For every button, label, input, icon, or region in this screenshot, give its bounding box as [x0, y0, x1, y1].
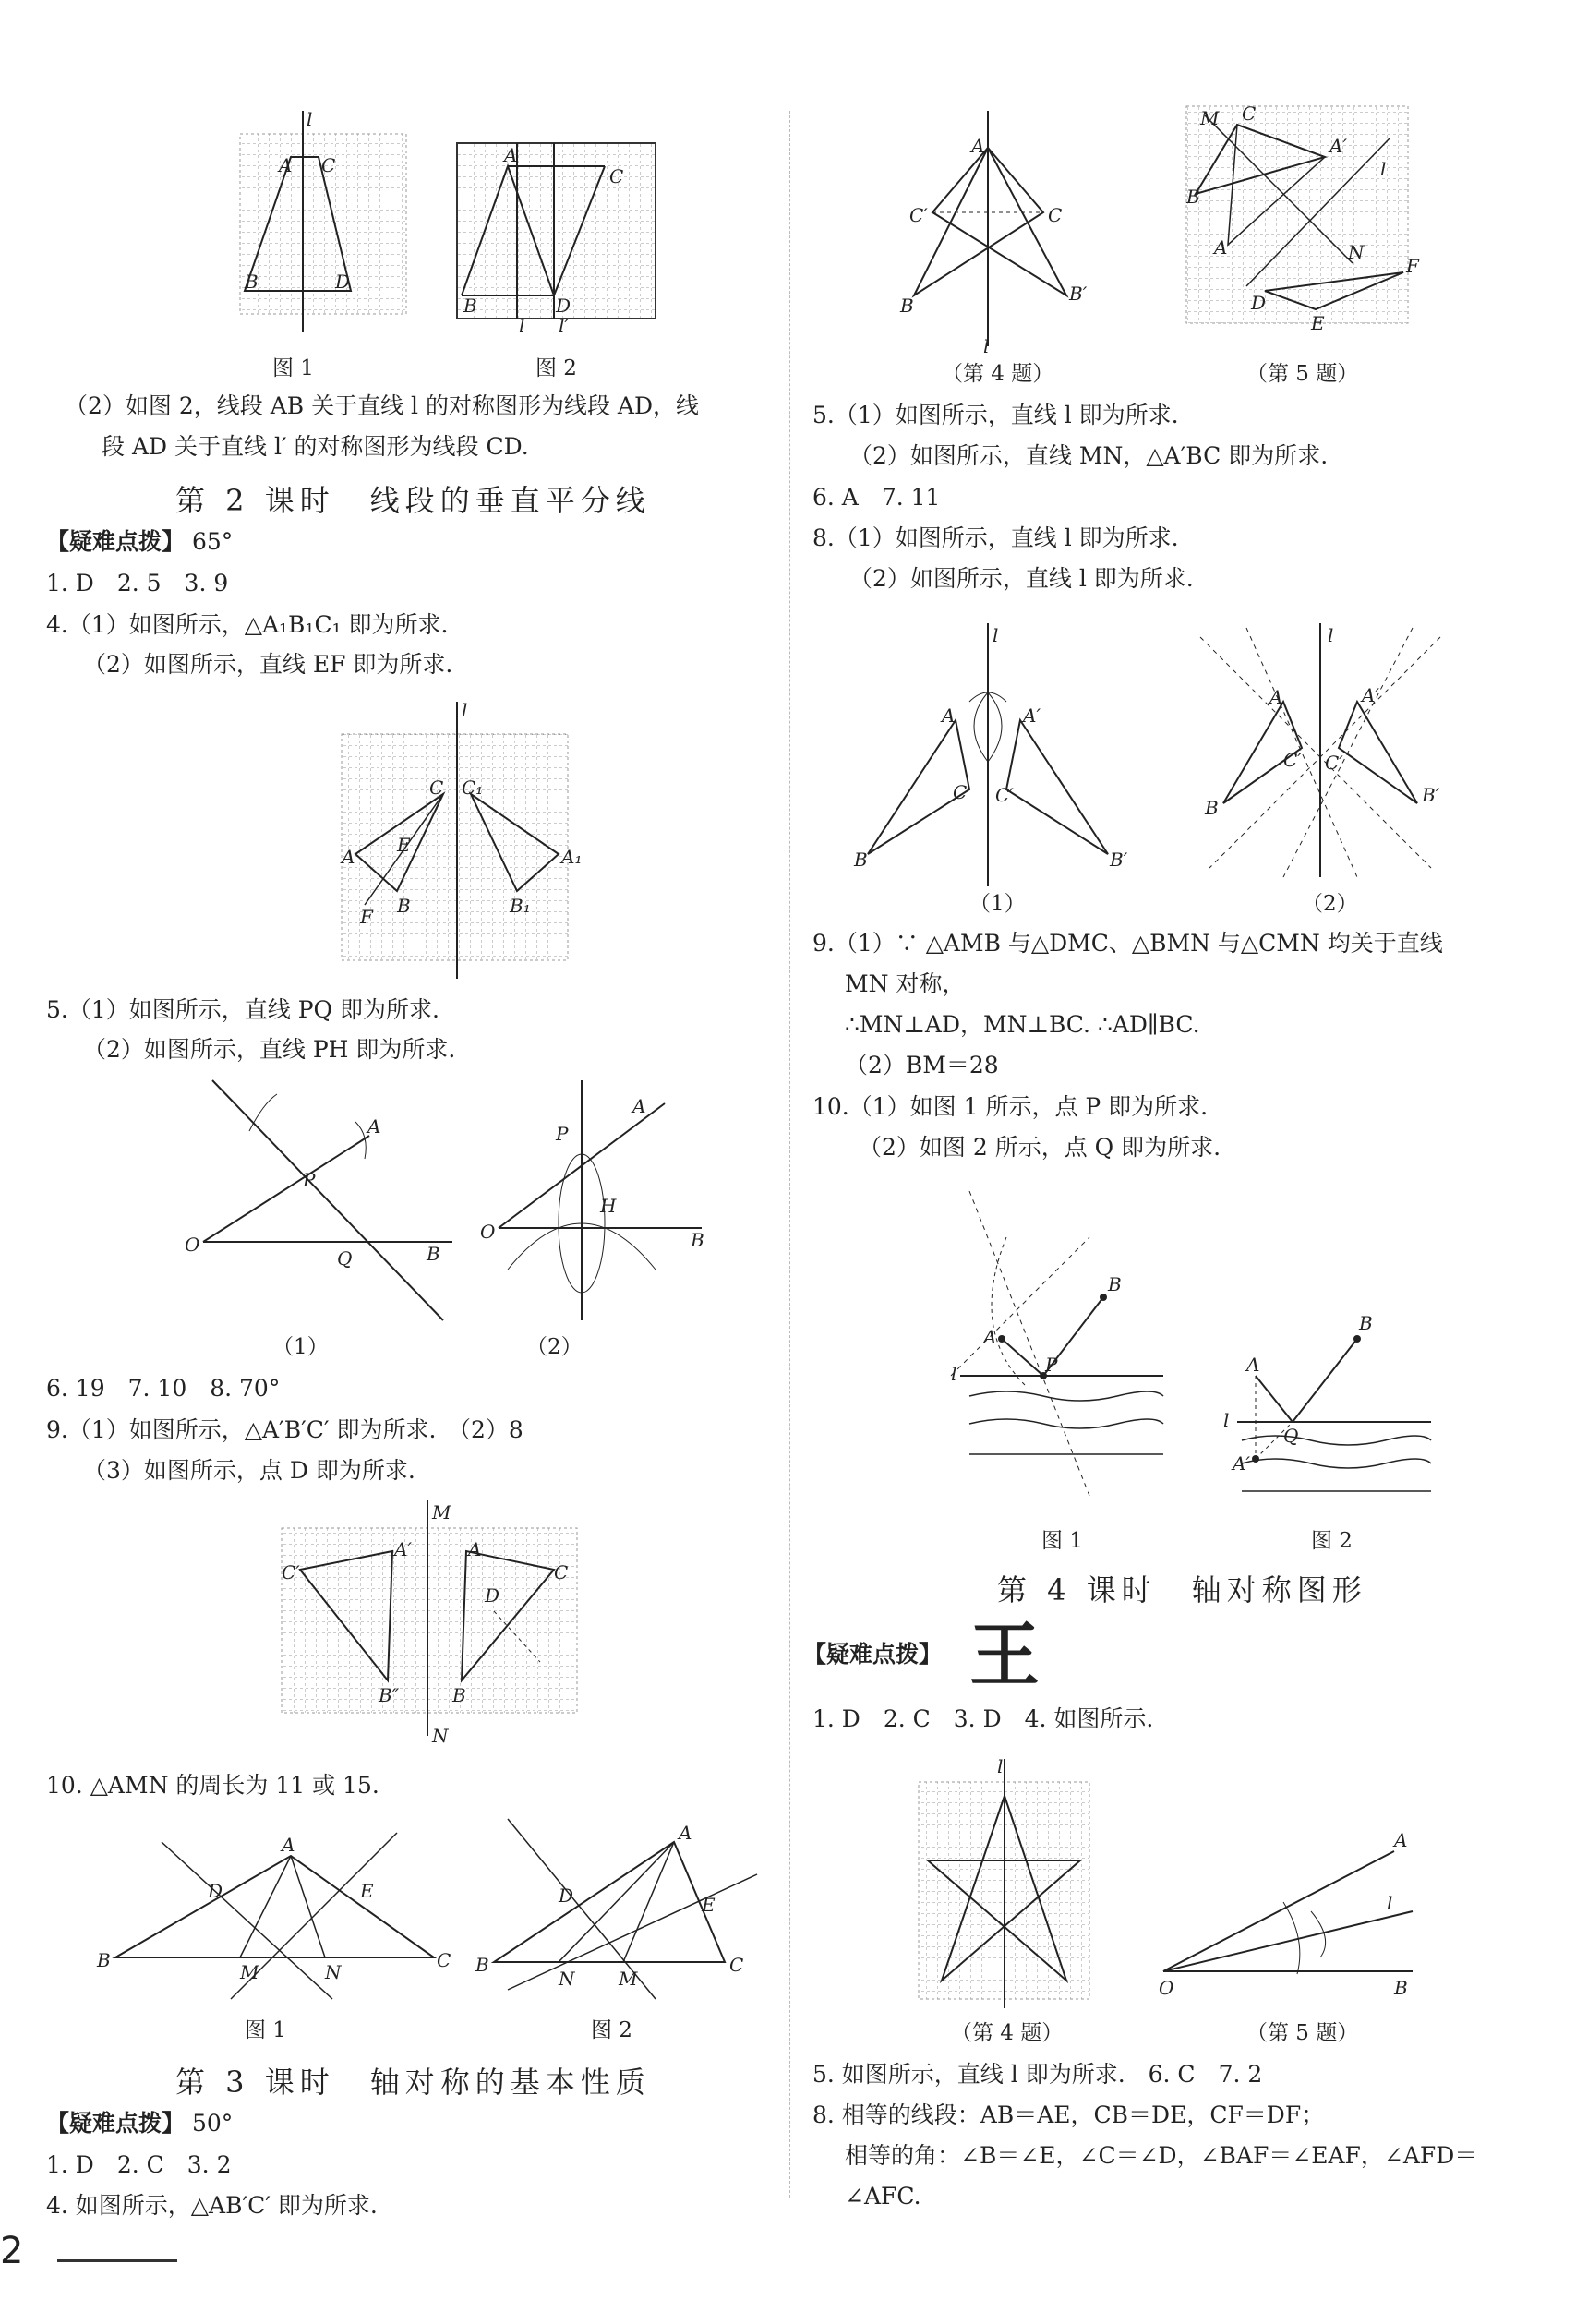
figure-q10-1-river — [951, 1182, 1173, 1505]
svg-text:N: N — [1348, 241, 1365, 263]
svg-text:C: C — [554, 1561, 569, 1583]
tip-label: 【疑难点拨】 — [803, 1641, 943, 1668]
svg-text:A: A — [504, 144, 518, 166]
svg-text:D: D — [208, 1880, 223, 1902]
svg-text:l′: l′ — [559, 315, 569, 337]
svg-text:B: B — [452, 1684, 466, 1706]
answer-text: 10. △AMN 的周长为 11 或 15. — [46, 1772, 379, 1799]
figure-q5-angle-bisector — [1145, 1810, 1431, 1999]
svg-text:B: B — [397, 895, 411, 917]
answer-text: 10.（1）如图 1 所示，点 P 即为所求. — [812, 1093, 1209, 1120]
figure-q10-1-triangle — [92, 1810, 480, 2008]
svg-text:C: C — [729, 1954, 744, 1976]
svg-text:l: l — [1328, 624, 1334, 646]
svg-text:A: A — [342, 846, 355, 868]
svg-text:B: B — [1394, 1977, 1408, 1999]
tip-line — [803, 1639, 942, 1670]
tip-value: 50° — [191, 2110, 234, 2137]
svg-text:A: A — [1214, 236, 1228, 259]
svg-text:C: C — [429, 777, 444, 799]
svg-text:P: P — [1045, 1354, 1058, 1376]
svg-text:C′: C′ — [995, 784, 1014, 806]
svg-text:C′: C′ — [909, 204, 928, 226]
answer-text: 6. A 7. 11 — [812, 484, 941, 511]
figure-q10-2-caption: 图 2 — [591, 2018, 632, 2042]
answer-text: （2）BM＝28 — [845, 1052, 999, 1078]
svg-text:D: D — [556, 295, 571, 317]
section-heading-lesson-4: 第 4 课时 轴对称图形 — [997, 1572, 1367, 1608]
svg-text:B: B — [1359, 1312, 1373, 1334]
svg-text:C′: C′ — [1325, 752, 1343, 774]
figure-q5-caption: （第 5 题） — [1246, 362, 1359, 386]
svg-text:E: E — [397, 834, 411, 856]
svg-text:C′: C′ — [282, 1561, 300, 1583]
answer-text: MN 对称， — [845, 970, 966, 997]
svg-text:D: D — [335, 271, 351, 293]
figure-q9-triangles-grid — [272, 1500, 632, 1750]
svg-text:A₁: A₁ — [561, 846, 583, 868]
svg-text:A: A — [971, 135, 985, 157]
svg-text:A′: A′ — [394, 1538, 412, 1560]
svg-text:E: E — [360, 1880, 374, 1902]
svg-text:l: l — [983, 335, 990, 357]
svg-text:A′: A′ — [1233, 1452, 1250, 1475]
figure-q4-caption: （第 4 题） — [942, 362, 1054, 386]
svg-text:M: M — [432, 1501, 451, 1523]
svg-text:C: C — [1242, 102, 1257, 125]
svg-text:l: l — [1387, 1892, 1393, 1914]
figure-q5-2-perpendicular — [480, 1076, 720, 1325]
svg-text:A: A — [367, 1115, 381, 1138]
answer-text: （2）如图 2 所示，点 Q 即为所求. — [859, 1134, 1221, 1161]
svg-text:l: l — [992, 624, 999, 646]
svg-text:A: A — [282, 1834, 295, 1856]
answer-text: 1. D 2. 5 3. 9 — [46, 570, 229, 596]
svg-text:A′: A′ — [1023, 704, 1041, 727]
figure-q8-1-caption: （1） — [969, 892, 1026, 916]
svg-text:B′: B′ — [1069, 283, 1088, 305]
tip-line — [46, 2108, 233, 2139]
answer-text: 8.（1）如图所示，直线 l 即为所求. — [812, 524, 1179, 551]
figure-1-caption: 图 1 — [272, 356, 314, 380]
answer-text: ∴MN⊥AD，MN⊥BC. ∴AD∥BC. — [845, 1011, 1200, 1038]
figure-2-zigzag — [452, 111, 674, 351]
svg-text:O: O — [480, 1221, 496, 1243]
svg-text:B′: B′ — [1422, 784, 1440, 806]
king-glyph-icon: 王 — [969, 1614, 1040, 1696]
tip-line — [46, 526, 233, 558]
svg-text:O: O — [1159, 1977, 1174, 1999]
answer-text: 5.（1）如图所示，直线 PQ 即为所求. — [46, 996, 439, 1023]
svg-text:B: B — [1186, 186, 1200, 208]
figure-1-trapezoid — [203, 108, 443, 351]
figure-d4-caption: （第 4 题） — [951, 2021, 1064, 2045]
svg-text:B″: B″ — [379, 1684, 400, 1706]
figure-q10-2-triangle — [471, 1810, 785, 2008]
svg-text:B: B — [1108, 1273, 1122, 1295]
svg-text:H: H — [600, 1195, 617, 1217]
svg-text:B: B — [427, 1243, 440, 1265]
svg-text:A′: A′ — [1362, 684, 1379, 706]
svg-text:D: D — [559, 1884, 574, 1907]
answer-text: 5. 如图所示，直线 l 即为所求. 6. C 7. 2 — [812, 2061, 1263, 2088]
answer-text: 1. D 2. C 3. D 4. 如图所示. — [812, 1705, 1154, 1732]
figure-q10-1-caption: 图 1 — [245, 2018, 286, 2042]
answer-text: 1. D 2. C 3. 2 — [46, 2151, 232, 2178]
svg-text:l: l — [1223, 1409, 1230, 1431]
answer-text: 6. 19 7. 10 8. 70° — [46, 1375, 281, 1402]
answer-text: （3）如图所示，点 D 即为所求. — [83, 1457, 415, 1484]
svg-text:l: l — [1380, 158, 1387, 180]
svg-text:D: D — [1251, 292, 1267, 314]
svg-text:B: B — [691, 1229, 704, 1251]
svg-text:Q: Q — [337, 1247, 353, 1270]
answer-text: 4. 如图所示，△AB′C′ 即为所求. — [46, 2192, 378, 2219]
left-column — [37, 0, 776, 2324]
svg-text:A: A — [983, 1326, 997, 1348]
figure-d5-caption: （第 5 题） — [1246, 2021, 1359, 2045]
svg-text:A: A — [279, 154, 293, 176]
svg-text:A: A — [679, 1822, 692, 1844]
page-number: 2 — [0, 2230, 24, 2272]
svg-text:D: D — [485, 1584, 500, 1607]
svg-text:O: O — [185, 1234, 200, 1256]
svg-text:l: l — [307, 108, 313, 130]
section-heading-lesson-3: 第 3 课时 轴对称的基本性质 — [175, 2065, 651, 2100]
svg-text:M: M — [1200, 107, 1220, 129]
svg-text:C: C — [1048, 204, 1063, 226]
svg-text:C: C — [321, 154, 336, 176]
svg-text:A: A — [1269, 686, 1283, 708]
svg-text:F: F — [1406, 255, 1419, 277]
answer-text: 8. 相等的线段：AB＝AE，CB＝DE，CF＝DF； — [812, 2101, 1325, 2128]
figure-q5-1-caption: （1） — [272, 1335, 329, 1359]
svg-text:B: B — [475, 1954, 489, 1976]
column-divider — [789, 111, 790, 2198]
answer-text: （2）如图所示，直线 MN，△A′BC 即为所求. — [849, 442, 1329, 469]
figure-q5-1-perpendicular — [185, 1076, 471, 1325]
figure-q4-symmetric-triangles — [896, 111, 1117, 355]
figure-q10-1-caption: 图 1 — [1041, 1529, 1083, 1553]
svg-text:N: N — [325, 1961, 342, 1983]
tip-value: 65° — [191, 528, 234, 555]
answer-text: （2）如图 2，线段 AB 关于直线 l 的对称图形为线段 AD，线 — [65, 392, 700, 419]
figure-q5-grid-reflection — [1177, 102, 1417, 332]
answer-text: 相等的角：∠B＝∠E，∠C＝∠D，∠BAF＝∠EAF，∠AFD＝ — [845, 2142, 1478, 2169]
svg-text:E: E — [1311, 312, 1325, 334]
answer-text: 5.（1）如图所示，直线 l 即为所求. — [812, 402, 1179, 428]
svg-text:C: C — [609, 165, 624, 187]
section-heading-lesson-2: 第 2 课时 线段的垂直平分线 — [175, 483, 651, 518]
figure-q10-2-caption: 图 2 — [1311, 1529, 1353, 1553]
tip-label: 【疑难点拨】 — [46, 2110, 186, 2137]
page-footer-rule — [57, 2259, 177, 2262]
svg-text:l: l — [462, 699, 468, 721]
svg-text:l: l — [997, 1755, 1004, 1777]
svg-text:l: l — [519, 315, 525, 337]
svg-text:B: B — [854, 849, 868, 871]
figure-q5-2-caption: （2） — [526, 1335, 583, 1359]
figure-q4-triangles-grid — [305, 699, 609, 988]
svg-text:P: P — [556, 1123, 569, 1145]
svg-text:C′: C′ — [1283, 749, 1302, 771]
svg-text:Q: Q — [1283, 1425, 1299, 1447]
svg-text:N: N — [559, 1968, 575, 1990]
svg-text:A: A — [632, 1095, 646, 1117]
svg-text:C: C — [953, 781, 968, 803]
answer-text: 段 AD 关于直线 l′ 的对称图形为线段 CD. — [102, 433, 529, 460]
answer-text: 9.（1）∵ △AMB 与△DMC、△BMN 与△CMN 均关于直线 — [812, 930, 1443, 957]
svg-text:A: A — [1246, 1354, 1260, 1376]
figure-2-caption: 图 2 — [535, 356, 577, 380]
svg-text:A: A — [468, 1538, 482, 1560]
svg-text:B: B — [463, 295, 477, 317]
svg-text:C: C — [437, 1949, 451, 1971]
svg-text:B: B — [245, 271, 259, 293]
svg-text:B: B — [900, 295, 914, 317]
svg-text:B₁: B₁ — [510, 895, 531, 917]
tip-label: 【疑难点拨】 — [46, 528, 186, 555]
svg-text:B: B — [1205, 797, 1219, 819]
answer-text: （2）如图所示，直线 EF 即为所求. — [83, 651, 453, 678]
right-column — [803, 0, 1542, 2324]
answer-text: （2）如图所示，直线 PH 即为所求. — [83, 1036, 456, 1063]
svg-text:E: E — [702, 1894, 716, 1916]
svg-text:B: B — [97, 1949, 111, 1971]
figure-q4-star-grid — [905, 1755, 1108, 2013]
svg-text:l: l — [951, 1363, 957, 1385]
svg-text:F: F — [360, 906, 373, 928]
answer-text: ∠AFC. — [845, 2183, 921, 2210]
figure-q8-1-symmetry — [849, 619, 1126, 886]
svg-text:M: M — [619, 1968, 638, 1990]
svg-text:M: M — [240, 1961, 259, 1983]
svg-text:A: A — [942, 704, 956, 727]
svg-text:A′: A′ — [1329, 135, 1347, 157]
figure-q8-2-symmetry — [1191, 619, 1459, 886]
figure-q10-2-river — [1219, 1293, 1440, 1505]
svg-text:B′: B′ — [1110, 849, 1128, 871]
figure-q8-2-caption: （2） — [1302, 892, 1358, 916]
answer-text: 4.（1）如图所示，△A₁B₁C₁ 即为所求. — [46, 611, 449, 638]
svg-text:N: N — [432, 1725, 449, 1747]
answer-text: 9.（1）如图所示，△A′B′C′ 即为所求. （2）8 — [46, 1416, 523, 1443]
answer-text: （2）如图所示，直线 l 即为所求. — [849, 565, 1194, 592]
svg-text:A: A — [1394, 1829, 1408, 1851]
svg-text:P: P — [303, 1169, 316, 1191]
svg-text:C₁: C₁ — [462, 777, 484, 799]
